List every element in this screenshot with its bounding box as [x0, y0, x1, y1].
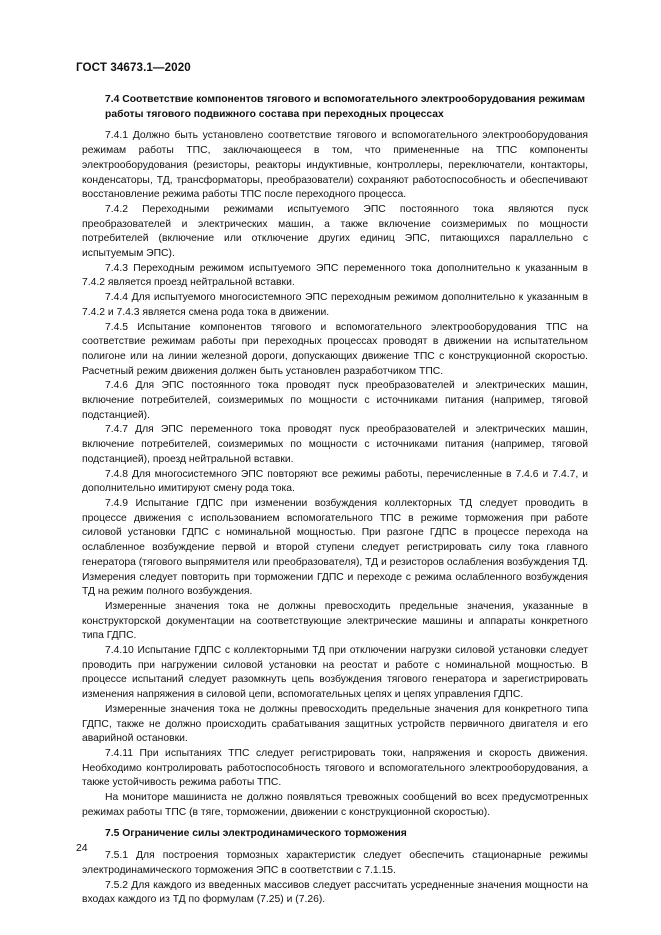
- paragraph-7-4-6: 7.4.6 Для ЭПС постоянного тока проводят пуск преобразователей и электрических машин, включение потребителей, соизмеримых по мощности с источниками питания (например, тяговой подстанцией).: [82, 380, 588, 421]
- paragraph-7-4-11-note: На мониторе машиниста не должно появляться тревожных сообщений во всех предусмотренных режимах работы ТПС (в тяге, торможении, движении с конструкционной скоростью).: [82, 792, 588, 818]
- paragraph-7-4-5: 7.4.5 Испытание компонентов тягового и вспомогательного электрооборудования ТПС на соответствие режимам работы при переходных процессах проводят в движении на испытательном полигоне или на линии железной дороги, допускающих движение ТПС с конструкционной скоростью. Расчетный режим движения должен быть установлен разработчиком ТПС.: [82, 321, 588, 377]
- paragraph-7-4-8: 7.4.8 Для многосистемного ЭПС повторяют все режимы работы, перечисленные в 7.4.6 и 7.4.7, и дополнительно имитируют смену рода тока.: [82, 468, 588, 495]
- paragraph-7-4-10-note: Измеренные значения тока не должны превосходить предельные значения для конкретного типа ГДПС, также не должно происходить срабатывания защитных устройств первичного двигателя и его аварийной остановки.: [82, 703, 588, 745]
- paragraph-7-4-9: 7.4.9 Испытание ГДПС при изменении возбуждения коллекторных ТД следует проводить в процессе движения с использованием вспомогательного ТПС в режиме торможения при работе силовой установки ГДПС с номинальной мощностью. При разгоне ГДПС в процессе перехода на ослабленное возбуждение первой и второй ступени следует регистрировать силу тока главного генератора (тягового выпрямителя или преобразователя), ТД и резисторов ослабления возбуждения ТД. Измерения следует повторить при торможении ГДПС и переходе с режима ослабленного возбуждения ТД на режим полного возбуждения.: [82, 497, 588, 598]
- section-title-7-4: 7.4 Соответствие компонентов тягового и вспомогательного электрооборудования режимам работы тягового подвижного состава при переходных процессах: [105, 94, 585, 120]
- paragraph-7-4-11: 7.4.11 При испытаниях ТПС следует регистрировать токи, напряжения и скорость движения. Необходимо контролировать работоспособность тягового и вспомогательного электрооборудования, а также устойчивость режима работы ТПС.: [82, 747, 588, 789]
- paragraph-7-4-1: 7.4.1 Должно быть установлено соответствие тягового и вспомогательного электрооборудования режимам работы ТПС, заключающееся в том, что примененные на ТПС компоненты электрооборудования (резисторы, реакторы индуктивные, контроллеры, переключатели, контакторы, конденсаторы, ТД, трансформаторы, преобразователи) сохраняют работоспособность и обеспечивают восстановление режима работы ТПС после переходного процесса.: [82, 130, 588, 201]
- paragraph-7-4-7: 7.4.7 Для ЭПС переменного тока проводят пуск преобразователей и электрических машин, включение потребителей, соизмеримых по мощности с источниками питания (например, тяговой подстанцией), проезд нейтральной вставки.: [82, 424, 588, 465]
- page-content: [82, 93, 588, 908]
- document-header: ГОСТ 34673.1—2020: [76, 61, 191, 74]
- paragraph-7-4-4: 7.4.4 Для испытуемого многосистемного ЭПС переходным режимом дополнительно к указанным в 7.4.2 и 7.4.3 является смена рода тока в движении.: [82, 292, 588, 318]
- paragraph-7-5-2: 7.5.2 Для каждого из введенных массивов следует рассчитать усредненные значения мощности на входах каждого из ТД по формулам (7.25) и (7.26).: [82, 879, 588, 906]
- paragraph-7-4-3: 7.4.3 Переходным режимом испытуемого ЭПС переменного тока дополнительно к указанным в 7.4.2 является проезд нейтральной вставки.: [82, 262, 588, 289]
- paragraph-7-4-9-note: Измеренные значения тока не должны превосходить предельные значения, указанные в конструкторской документации на соответствующие электрические машины и аппараты конкретного типа ГДПС.: [82, 600, 588, 642]
- paragraph-7-4-10: 7.4.10 Испытание ГДПС с коллекторными ТД при отключении нагрузки силовой установки следует проводить при нагружении силовой установки на реостат и работе с номинальной мощностью. В процессе испытаний следует разомкнуть цепь возбуждения тягового генератора и зарегистрировать изменения напряжения в силовой цепи, вспомогательных цепях и цепях управления ГДПС.: [82, 645, 588, 701]
- paragraph-7-5-1: 7.5.1 Для построения тормозных характеристик следует обеспечить стационарные режимы электродинамического торможения ЭПС в соответствии с 7.1.15.: [82, 850, 588, 876]
- section-title-7-5: 7.5 Ограничение силы электродинамического торможения: [105, 828, 407, 840]
- page-number: 24: [76, 843, 88, 854]
- paragraph-7-4-2: 7.4.2 Переходными режимами испытуемого ЭПС постоянного тока являются пуск преобразователей и электрических машин, а также включение соизмеримых по мощности потребителей (включение или отключение других единиц ЭПС, питающихся параллельно с испытуемым ЭПС).: [82, 203, 588, 260]
